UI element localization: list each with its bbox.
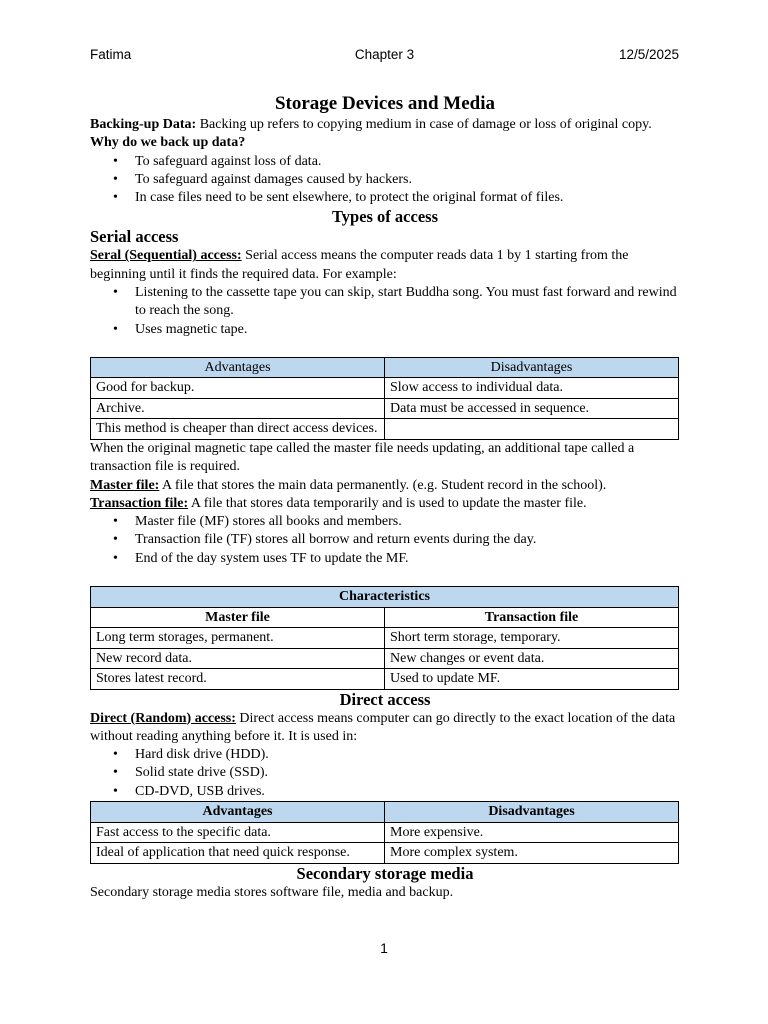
table-header: Advantages [91,802,385,823]
header-chapter: Chapter 3 [354,47,415,62]
direct-label: Direct (Random) access: [90,710,236,726]
backup-label: Backing-up Data: [90,117,197,132]
serial-paragraph [90,247,680,284]
master-file-label: Master file: [90,477,160,493]
list-item: • Hard disk drive (HDD). [135,746,680,764]
table-cell: This method is cheaper than direct access devices. [91,419,385,440]
direct-paragraph: Direct (Random) access: Direct access means computer can go directly to the exact location of the data without reading anything before it. It is used in: [90,710,676,744]
table-row [91,669,679,690]
table-cell: More complex system. [385,843,679,864]
list-item: • Master file (MF) stores all books and members. [135,513,680,531]
document-title: Storage Devices and Media [274,93,496,114]
table-cell: Used to update MF. [385,669,679,690]
secondary-storage-text: Secondary storage media stores software file, media and backup. [90,884,454,900]
direct-advantages-table [90,801,679,864]
table-cell: Short term storage, temporary. [385,628,679,649]
page-number: 1 [380,940,388,956]
list-item: • In case files need to be sent elsewhere, to protect the original format of files. [135,189,680,207]
table-header: Disadvantages [385,357,679,378]
characteristics-table [90,586,679,690]
why-backup-heading: Why do we back up data? [90,135,246,151]
header-author: Fatima [90,47,132,62]
list-item: • CD-DVD, USB drives. [135,783,680,801]
table-row [91,398,679,419]
table-cell: Slow access to individual data. [385,378,679,399]
document-body [90,93,680,902]
backup-text: Backing up refers to copying medium in case of damage or loss of original copy. [196,117,652,132]
header-date: 12/5/2025 [618,47,679,62]
table-cell [385,419,679,440]
list-item: • Transaction file (TF) stores all borrow and return events during the day. [135,531,680,549]
table-header: Disadvantages [385,802,679,823]
master-file-definition: Master file: A file that stores the main data permanently. (e.g. Student record in the school). [90,477,607,493]
table-row [91,648,679,669]
direct-list [90,746,680,801]
table-cell: Ideal of application that need quick response. [91,843,385,864]
list-item: • Listening to the cassette tape you can skip, start Buddha song. You must fast forward and rewind to reach the song. [135,284,680,321]
transaction-file-definition: Transaction file: A file that stores data temporarily and is used to update the master file. [90,495,587,511]
table-cell: Archive. [91,398,385,419]
secondary-storage-heading: Secondary storage media [296,863,474,883]
page-header [90,47,679,67]
table-header: Transaction file [385,607,679,628]
types-of-access-heading: Types of access [331,207,438,227]
table-header: Advantages [91,357,385,378]
list-item: • Uses magnetic tape. [135,321,680,339]
table-row [91,419,679,440]
table-header: Master file [91,607,385,628]
table-row [91,843,679,864]
table-cell: Stores latest record. [91,669,385,690]
serial-label: Seral (Sequential) access: [90,248,242,264]
table-title: Characteristics [91,587,679,608]
table-cell: New changes or event data. [385,648,679,669]
backup-paragraph [90,116,680,134]
table-cell: New record data. [91,648,385,669]
list-item: • To safeguard against damages caused by hackers. [135,171,680,189]
list-item: • End of the day system uses TF to update the MF. [135,550,680,568]
table-row [91,628,679,649]
table-row [91,378,679,399]
serial-access-heading: Serial access [90,227,179,247]
master-file-intro: When the original magnetic tape called the master file needs updating, an additional tape called a transaction file is required. [90,440,635,475]
serial-text: Serial access means the computer reads data 1 by 1 starting from the beginning until it finds the required data. For example: [90,248,629,282]
direct-access-heading: Direct access [339,689,431,709]
serial-list [90,284,680,339]
table-cell: Good for backup. [91,378,385,399]
backup-reasons-list [90,153,680,208]
file-list [90,513,680,568]
table-cell: More expensive. [385,822,679,843]
table-cell: Long term storages, permanent. [91,628,385,649]
table-cell: Fast access to the specific data. [91,822,385,843]
list-item: • To safeguard against loss of data. [135,153,680,171]
table-cell: Data must be accessed in sequence. [385,398,679,419]
table-row [91,822,679,843]
serial-advantages-table [90,357,679,440]
transaction-file-label: Transaction file: [90,495,189,511]
list-item: • Solid state drive (SSD). [135,764,680,782]
